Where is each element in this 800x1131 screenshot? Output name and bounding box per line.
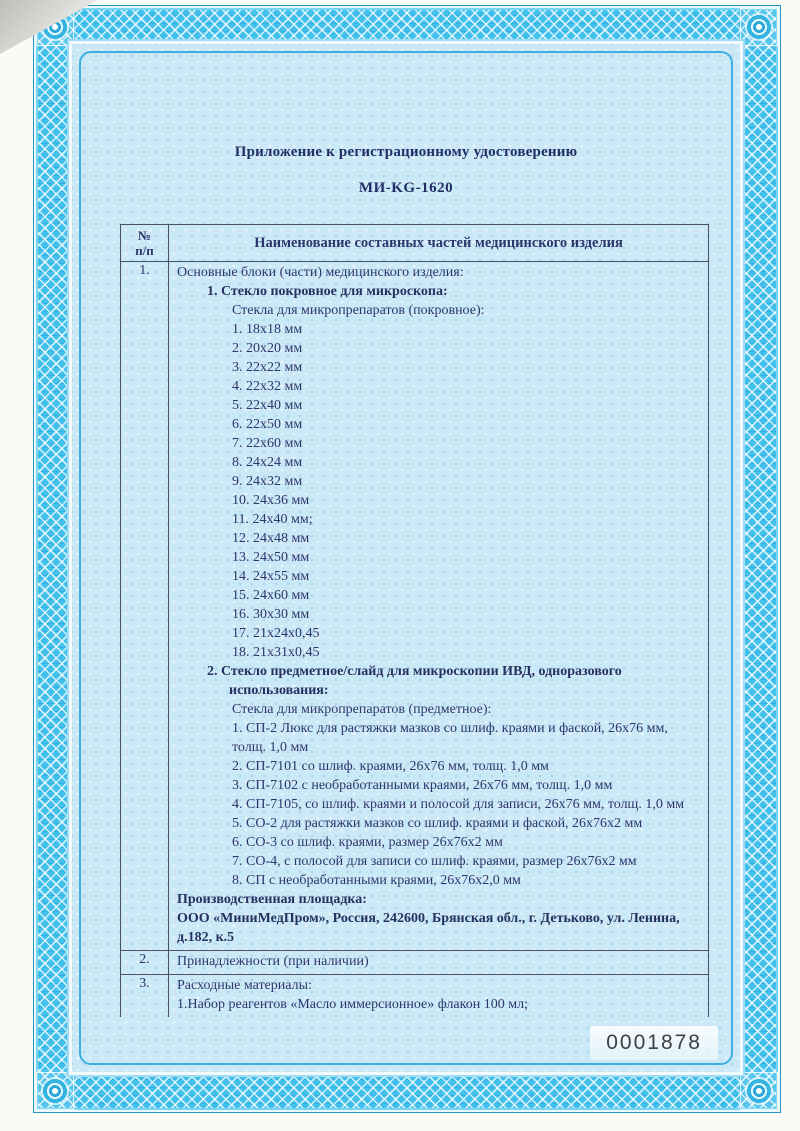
border-corner-ornament xyxy=(34,1070,76,1112)
text-line: 3. СП-7102 с необработанными краями, 26х76 мм, толщ. 1,0 мм xyxy=(232,778,613,793)
text-line: 1. 18х18 мм xyxy=(232,322,303,337)
document-title: Приложение к регистрационному удостоверению xyxy=(234,144,578,160)
header-num-line2: п/п xyxy=(135,243,154,258)
text-line: 16. 30х30 мм xyxy=(232,607,310,622)
text-line: Расходные материалы: xyxy=(177,978,312,993)
text-line: 8. СП с необработанными краями, 26х76х2,0 мм xyxy=(232,873,521,888)
row-content xyxy=(169,975,709,1018)
text-line: 7. 22х60 мм xyxy=(232,436,303,451)
text-line: 2. Стекло предметное/слайд для микроскопии ИВД, одноразового использования: xyxy=(207,664,622,698)
serial-number: 0001878 xyxy=(590,1026,718,1060)
document-body xyxy=(72,44,740,1072)
text-line: 12. 24х48 мм xyxy=(232,531,310,546)
table-header-row xyxy=(121,225,709,262)
text-line: 3. 22х22 мм xyxy=(232,360,303,375)
table-row xyxy=(121,951,709,975)
table-row xyxy=(121,975,709,1018)
text-line: 9. 24х32 мм xyxy=(232,474,303,489)
text-line: 11. 24х40 мм; xyxy=(232,512,313,527)
text-line: 2. СП-7101 со шлиф. краями, 26х76 мм, толщ. 1,0 мм xyxy=(232,759,549,774)
components-table xyxy=(120,224,709,1017)
text-line: 2. 20х20 мм xyxy=(232,341,303,356)
text-line: 17. 21х24х0,45 xyxy=(232,626,320,641)
text-line: 10. 24х36 мм xyxy=(232,493,310,508)
header-num-column xyxy=(121,225,169,262)
text-line: 13. 24х50 мм xyxy=(232,550,310,565)
table-row xyxy=(121,262,709,951)
row-content xyxy=(169,262,709,951)
text-line: 4. 22х32 мм xyxy=(232,379,303,394)
row-number: 2. xyxy=(121,951,169,975)
text-line: 1.Набор реагентов «Масло иммерсионное» флакон 100 мл; xyxy=(177,997,528,1012)
text-line: Стекла для микропрепаратов (покровное): xyxy=(232,303,485,318)
text-line: 8. 24х24 мм xyxy=(232,455,303,470)
row-number: 3. xyxy=(121,975,169,1018)
document-content xyxy=(72,44,740,1017)
border-corner-ornament xyxy=(738,6,780,48)
text-line: 6. 22х50 мм xyxy=(232,417,303,432)
text-line: 1. Стекло покровное для микроскопа: xyxy=(207,284,448,299)
text-line: 18. 21х31х0,45 xyxy=(232,645,320,660)
text-line: Основные блоки (части) медицинского изделия: xyxy=(177,265,464,280)
text-line: Стекла для микропрепаратов (предметное): xyxy=(232,702,492,717)
text-line: Производственная площадка: xyxy=(177,892,367,907)
text-line: 15. 24х60 мм xyxy=(232,588,310,603)
text-line: Принадлежности (при наличии) xyxy=(177,954,369,969)
text-line: ООО «МиниМедПром», Россия, 242600, Брянская обл., г. Детьково, ул. Ленина, д.182, к.5 xyxy=(177,911,680,945)
text-line: 6. СО-3 со шлиф. краями, размер 26х76х2 мм xyxy=(232,835,503,850)
text-line: 7. СО-4, с полосой для записи со шлиф. краями, размер 26х76х2 мм xyxy=(232,854,637,869)
text-line: 14. 24х55 мм xyxy=(232,569,310,584)
header-name-column: Наименование составных частей медицинского изделия xyxy=(169,225,709,262)
registration-number: МИ-KG-1620 xyxy=(358,180,454,196)
text-line: 5. 22х40 мм xyxy=(232,398,303,413)
text-line: 1. СП-2 Люкс для растяжки мазков со шлиф. краями и фаской, 26х76 мм, толщ. 1,0 мм xyxy=(232,721,668,755)
row-number: 1. xyxy=(121,262,169,951)
row-content xyxy=(169,951,709,975)
header-num-line1: № xyxy=(137,228,152,243)
border-corner-ornament xyxy=(738,1070,780,1112)
text-line: 4. СП-7105, со шлиф. краями и полосой для записи, 26х76 мм, толщ. 1,0 мм xyxy=(232,797,685,812)
text-line: 5. СО-2 для растяжки мазков со шлиф. краями и фаской, 26х76х2 мм xyxy=(232,816,643,831)
